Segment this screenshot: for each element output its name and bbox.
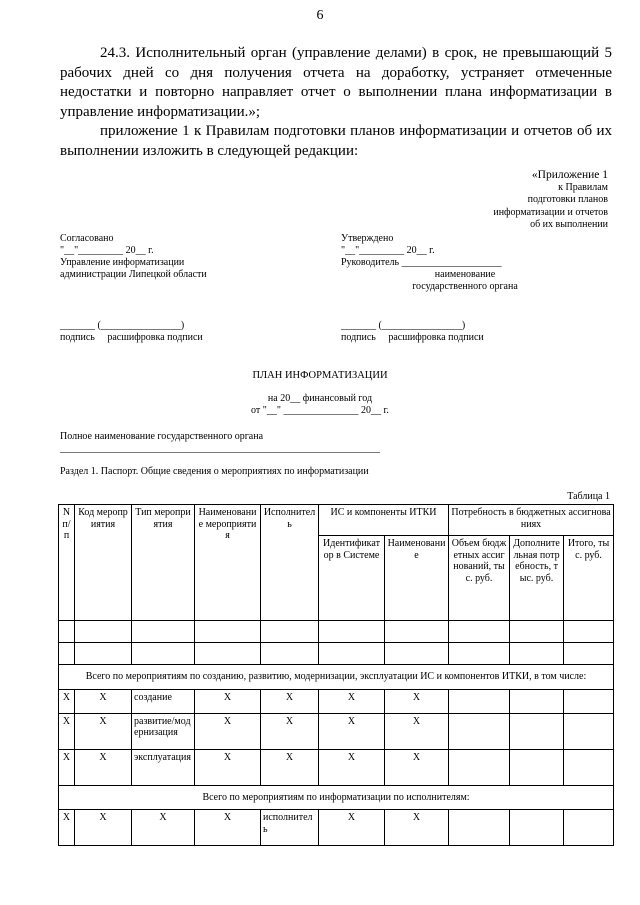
header-budget-total: Итого, тыс. руб.	[564, 536, 614, 621]
cell-type: эксплуатация	[132, 749, 195, 785]
cell-type: X	[132, 810, 195, 846]
page-number: 6	[316, 8, 324, 23]
header-num: N п/п	[59, 505, 75, 621]
table-row	[59, 689, 614, 713]
table-row-empty	[59, 643, 614, 665]
table-total-row	[59, 785, 614, 810]
cell-executor: X	[261, 749, 319, 785]
cell-code: X	[75, 689, 132, 713]
cell-name: X	[195, 689, 261, 713]
appendix-line: информатизации и отчетов	[493, 206, 608, 218]
cell-num: X	[59, 689, 75, 713]
table-row	[59, 713, 614, 749]
cell-is-name: X	[385, 713, 449, 749]
cell-num: X	[59, 713, 75, 749]
header-is-name: Наименование	[385, 536, 449, 621]
table-row	[59, 810, 614, 846]
cell-type: создание	[132, 689, 195, 713]
passport-table	[58, 504, 614, 846]
cell-code: X	[75, 749, 132, 785]
header-budget-additional: Дополнительная потребность, тыс. руб.	[510, 536, 564, 621]
table-total-row	[59, 665, 614, 690]
table-row	[59, 749, 614, 785]
appendix-heading	[428, 168, 608, 232]
cell-num: X	[59, 749, 75, 785]
cell-name: X	[195, 749, 261, 785]
agreed-org-line1: Управление информатизации	[60, 257, 185, 268]
cell-is-name: X	[385, 810, 449, 846]
cell-executor: исполнитель	[261, 810, 319, 846]
header-name: Наименование мероприятия	[195, 505, 261, 621]
header-is-id: Идентификатор в Системе	[319, 536, 385, 621]
approved-org-line2: государственного органа	[412, 281, 518, 292]
paragraph-24-3: 24.3. Исполнительный орган (управление делами) в срок, не превышающий 5 рабочих дней со дня получения отчета на доработку, устраняет отмеченные недостатки и повторно направляет отчет о выполнении плана информатизации в управление информатизации.»;	[60, 45, 612, 120]
cell-is-id: X	[319, 810, 385, 846]
org-full-name-line: ________________________________________________________________	[60, 443, 380, 454]
table-header-row	[59, 505, 614, 536]
header-type: Тип мероприятия	[132, 505, 195, 621]
cell-executor: X	[261, 689, 319, 713]
cell-name: X	[195, 810, 261, 846]
cell-is-id: X	[319, 689, 385, 713]
paragraph-annex: приложение 1 к Правилам подготовки планов информатизации и отчетов об их выполнении изложить в следующей редакции:	[60, 123, 612, 159]
section-title: Раздел 1. Паспорт. Общие сведения о мероприятиях по информатизации	[60, 466, 369, 477]
body-text	[60, 44, 612, 161]
plan-date: от "__" _______________ 20__ г.	[251, 405, 389, 416]
plan-year: на 20__ финансовый год	[267, 393, 373, 404]
agreed-org-line2: администрации Липецкой области	[60, 269, 207, 280]
org-full-name-label: Полное наименование государственного органа	[60, 431, 264, 442]
cell-is-name: X	[385, 749, 449, 785]
cell-is-id: X	[319, 713, 385, 749]
appendix-line: подготовки планов	[527, 194, 608, 206]
header-code: Код мероприятия	[75, 505, 132, 621]
approved-org-line1: наименование	[434, 269, 496, 280]
approved-signature-caption: подпись расшифровка подписи	[341, 332, 484, 343]
cell-type: развитие/модернизация	[132, 713, 195, 749]
appendix-line: об их выполнении	[530, 219, 608, 231]
header-budget-group: Потребность в бюджетных ассигнованиях	[449, 505, 614, 536]
approved-title: Утверждено	[341, 233, 394, 244]
approved-date: "__"_________ 20__ г.	[341, 245, 435, 256]
agreed-date: "__"_________ 20__ г.	[60, 245, 154, 256]
cell-code: X	[75, 713, 132, 749]
approved-signature-line: _______ (________________)	[341, 320, 466, 331]
header-is-group: ИС и компоненты ИТКИ	[319, 505, 449, 536]
cell-is-id: X	[319, 749, 385, 785]
cell-is-name: X	[385, 689, 449, 713]
cell-executor: X	[261, 713, 319, 749]
cell-name: X	[195, 713, 261, 749]
total-row-label: Всего по мероприятиям по созданию, развитию, модернизации, эксплуатации ИС и компонентов ИТКИ, в том числе:	[59, 665, 614, 690]
appendix-line: к Правилам	[558, 182, 608, 193]
plan-title: ПЛАН ИНФОРМАТИЗАЦИИ	[252, 370, 388, 381]
cell-num: X	[59, 810, 75, 846]
cell-code: X	[75, 810, 132, 846]
agreed-title: Согласовано	[60, 233, 114, 244]
table-row-empty	[59, 621, 614, 643]
header-budget-volume: Объем бюджетных ассигнований, тыс. руб.	[449, 536, 510, 621]
agreed-signature-caption: подпись расшифровка подписи	[60, 332, 203, 343]
table-caption: Таблица 1	[567, 491, 610, 502]
agreed-signature-line: _______ (________________)	[60, 320, 185, 331]
appendix-line: «Приложение 1	[531, 169, 608, 181]
total-row-label: Всего по мероприятиям по информатизации по исполнителям:	[59, 785, 614, 810]
header-executor: Исполнитель	[261, 505, 319, 621]
approved-head: Руководитель ____________________	[341, 257, 502, 268]
